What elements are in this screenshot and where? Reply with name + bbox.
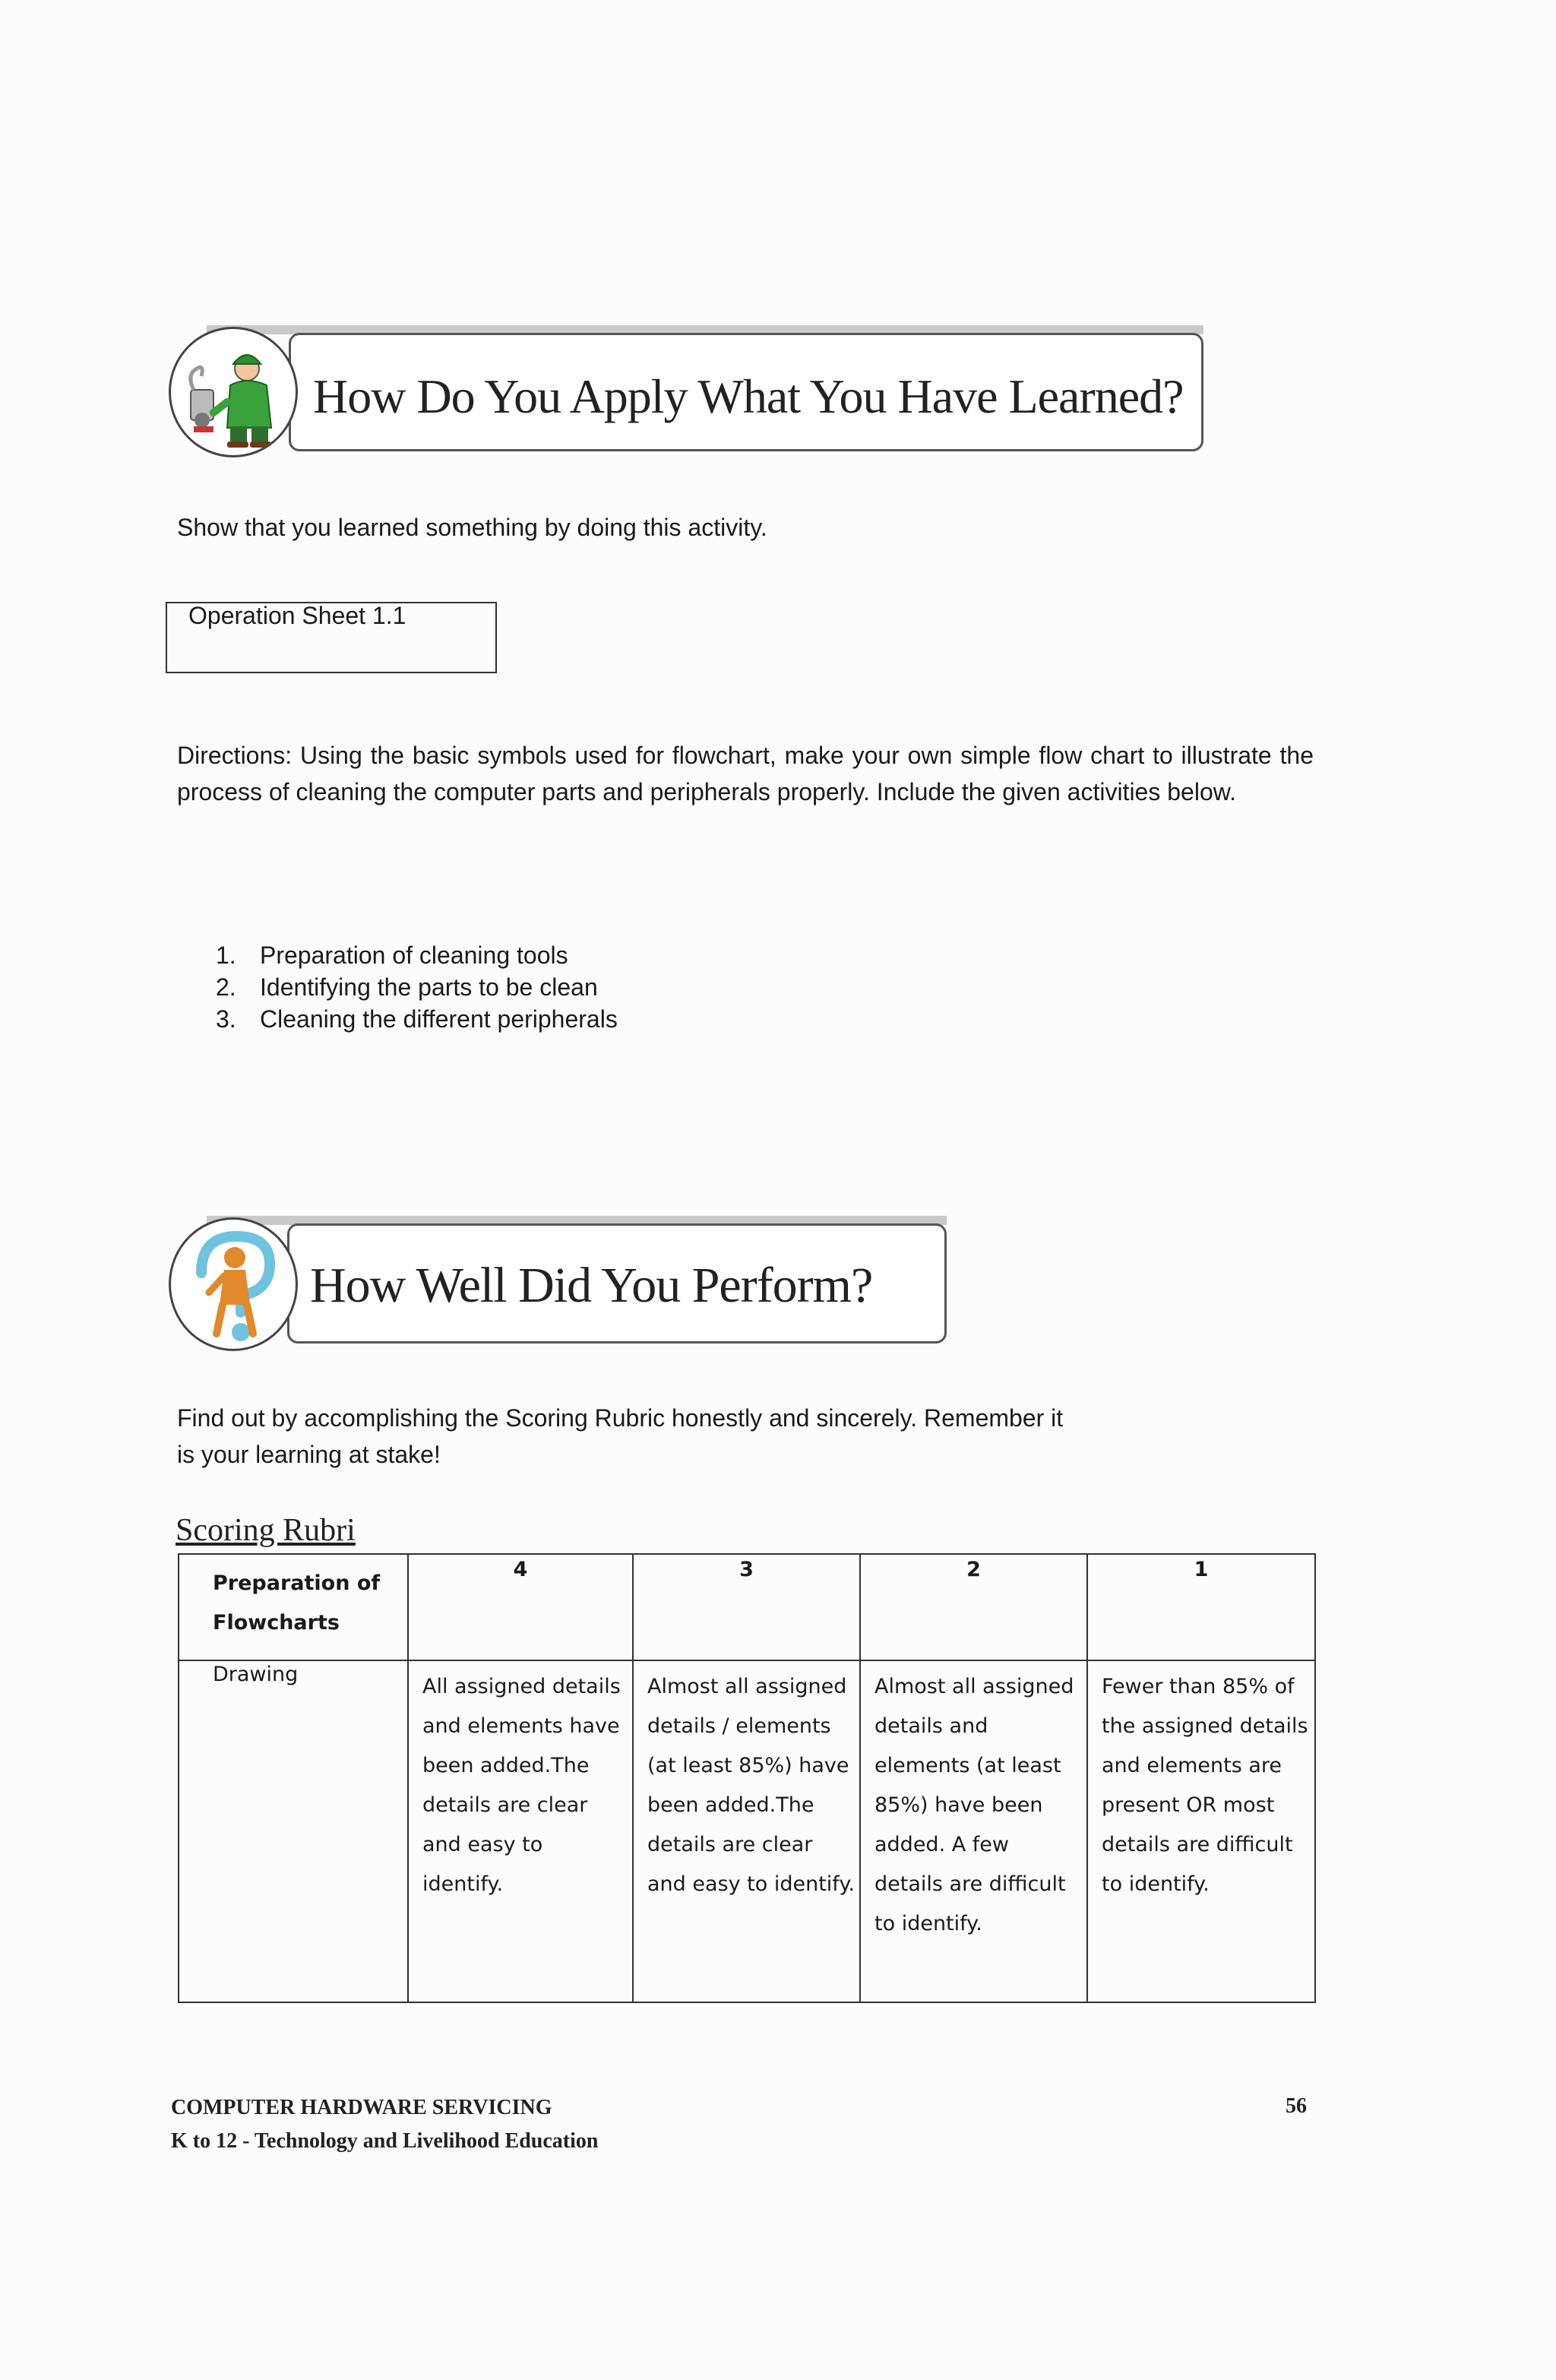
banner-how-well-performed [169,1216,947,1351]
header-criterion-cell [179,1554,408,1660]
score-header-4: 4 [408,1554,633,1660]
operation-sheet-box [166,602,497,673]
table-header-row [179,1554,1315,1660]
description-cell-2: Almost all assigned details and elements (at least 85%) have been added. A few details are difficult to identify. [860,1660,1087,2002]
footer-title: COMPUTER HARDWARE SERVICING [171,2096,552,2119]
footer-subtitle: K to 12 - Technology and Livelihood Education [171,2129,599,2153]
header-criterion-line1: Preparation of [213,1571,381,1595]
cleaning-worker-icon [169,327,298,457]
list-item-text: Identifying the parts to be clean [260,973,598,1001]
question-mark-person-icon [169,1217,298,1351]
list-item [216,1003,618,1035]
activities-list [216,939,618,1035]
score-header-2: 2 [860,1554,1087,1660]
list-item [216,939,618,971]
banner-apply-learned [169,325,1203,459]
score-header-3: 3 [633,1554,860,1660]
list-item-number: 2. [216,973,236,1001]
list-item-number: 1. [216,942,236,969]
score-header-1: 1 [1087,1554,1315,1660]
banner-title: How Well Did You Perform? [310,1258,873,1313]
criterion-cell: Drawing [179,1660,408,2002]
rubric-intro-line2: is your learning at stake! [177,1441,441,1468]
description-cell-1: Fewer than 85% of the assigned details and elements are present OR most details are difficult to identify. [1087,1660,1315,2002]
operation-sheet-label: Operation Sheet 1.1 [188,602,406,629]
list-item [216,971,618,1003]
description-cell-3: Almost all assigned details / elements (at least 85%) have been added.The details are clear and easy to identify. [633,1660,860,2002]
list-item-text: Cleaning the different peripherals [260,1005,618,1033]
description-cell-4: All assigned details and elements have been added.The details are clear and easy to identify. [408,1660,633,2002]
directions-text: Directions: Using the basic symbols used for flowchart, make your own simple flow chart to illustrate the process of cleaning the computer parts and peripherals properly. Include the given activities below. [177,742,1314,805]
rubric-heading: Scoring Rubri [176,1513,356,1548]
banner-title: How Do You Apply What You Have Learned? [313,369,1184,423]
page-number: 56 [1286,2094,1307,2118]
intro-text: Show that you learned something by doing this activity. [177,514,767,541]
list-item-text: Preparation of cleaning tools [260,942,568,969]
list-item-number: 3. [216,1005,236,1033]
scoring-rubric-table [178,1553,1316,2003]
table-row [179,1660,1315,2002]
rubric-intro-line1: Find out by accomplishing the Scoring Rubric honestly and sincerely. Remember it [177,1404,1064,1432]
header-criterion-line2: Flowcharts [213,1611,340,1635]
